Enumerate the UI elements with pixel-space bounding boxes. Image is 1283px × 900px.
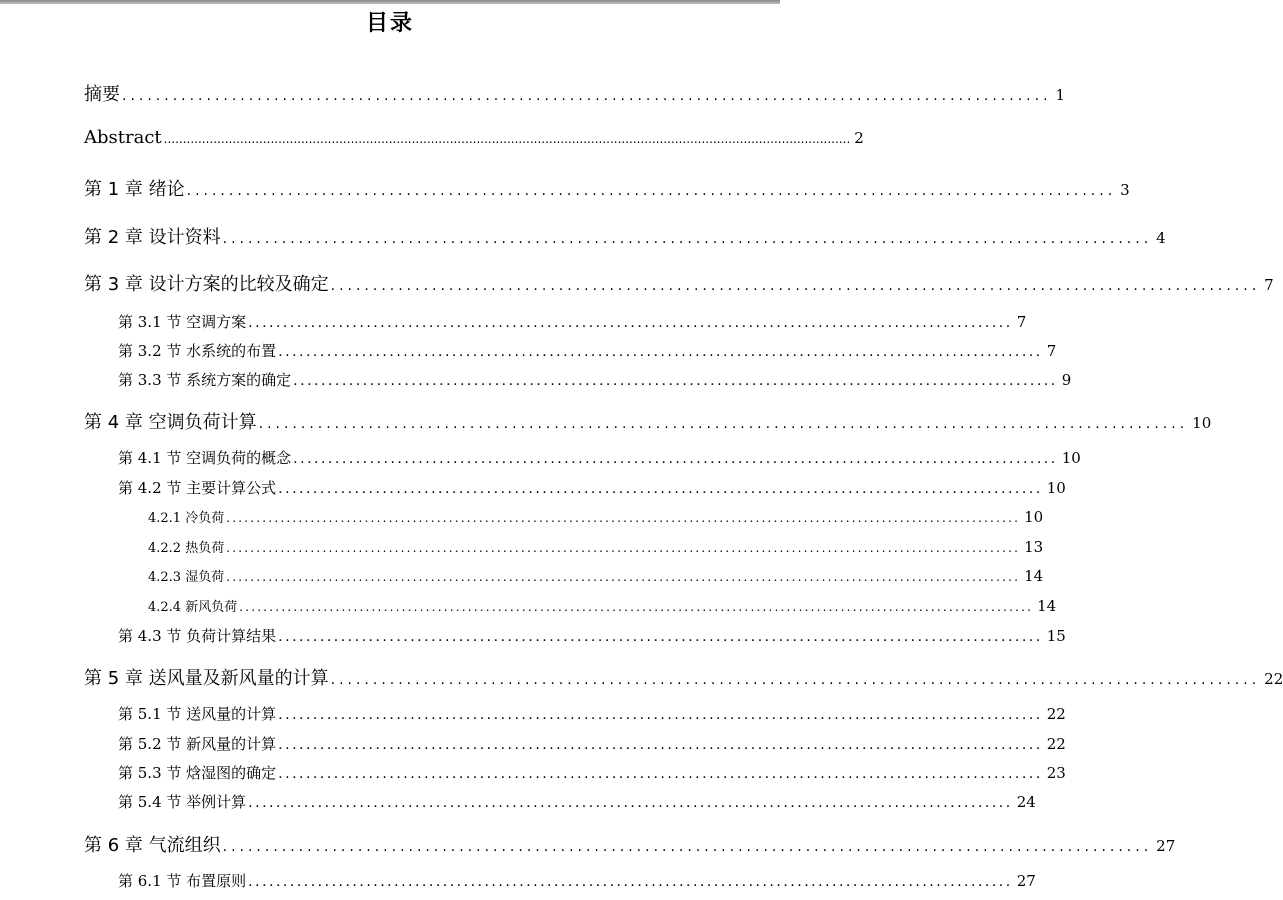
toc-entry-sub-4-2-4[interactable] [148,596,1057,615]
toc-leader-dots: .............................................................................................................. [278,629,1043,645]
toc-leader-dots: .............................................................................................................. [278,737,1043,753]
toc-entry-title: 摘要 [84,84,120,105]
toc-entry-section-5-1[interactable] [118,703,1066,724]
toc-entry-page: 22 [1046,735,1066,753]
toc-entry-title: 第 3.2 节 水系统的布置 [118,342,277,360]
toc-leader-dots: .............................................................................................................. [222,231,1153,247]
toc-leader-dots: .............................................................................................................. [278,707,1043,723]
toc-leader-dots: .............................................................................................................. [248,795,1013,811]
toc-entry-sub-4-2-1[interactable] [148,507,1044,526]
toc-leader-dots: .............................................................................................................. [278,344,1043,360]
toc-entry-title: 第 5.1 节 送风量的计算 [118,705,277,723]
toc-entry-page: 4 [1156,229,1166,247]
toc-leader-dots: .............................................................................................................. [248,315,1013,331]
toc-leader-dots: .................................................................................................................................... [226,570,1021,584]
toc-entry-title: 4.2.2 热负荷 [148,541,225,556]
toc-entry-title: 第 5.2 节 新风量的计算 [118,735,277,753]
toc-leader-dots: .............................................................................................................. [293,373,1058,389]
toc-entry-page: 1 [1055,86,1066,104]
toc-entry-page: 14 [1037,597,1057,615]
toc-entry-section-3-2[interactable] [118,340,1057,361]
toc-entry-abstract-cn[interactable] [84,80,1066,106]
toc-entry-section-3-3[interactable] [118,369,1072,390]
toc-leader-dots: .................................................................................................................................... [226,511,1021,525]
toc-entry-title: 第 5 章 送风量及新风量的计算 [84,668,329,689]
page-title: 目录 [365,11,414,36]
toc-leader-dots: .................................................................................................................................... [239,600,1034,614]
toc-entry-title: 第 1 章 绪论 [84,179,185,200]
toc-leader-dots: .............................................................................................................. [330,672,1261,688]
toc-entry-title: Abstract [84,127,162,148]
toc-entry-section-5-4[interactable] [118,791,1036,812]
toc-entry-title: 第 6.1 节 布置原则 [118,872,247,890]
toc-entry-chapter-1[interactable] [84,175,1130,201]
toc-entry-title: 第 4.1 节 空调负荷的概念 [118,449,292,467]
toc-entry-title: 第 5.4 节 举例计算 [118,793,247,811]
toc-entry-chapter-3[interactable] [84,270,1274,296]
toc-entry-page: 7 [1046,342,1057,360]
toc-leader-dots: .............................................................................................................. [258,416,1189,432]
toc-leader-dots: .............................................................................................................. [278,481,1043,497]
toc-leader-dots: .............................................................................................................. [122,88,1052,104]
toc-entry-sub-4-2-3[interactable] [148,566,1044,585]
toc-entry-chapter-6[interactable] [84,831,1176,857]
toc-entry-title: 第 3.3 节 系统方案的确定 [118,371,292,389]
toc-entry-abstract-en[interactable] [84,127,864,148]
toc-entry-title: 第 5.3 节 焓湿图的确定 [118,764,277,782]
toc-entry-page: 10 [1061,449,1081,467]
toc-entry-page: 7 [1016,313,1027,331]
toc-entry-section-4-2[interactable] [118,477,1066,498]
toc-entry-page: 10 [1024,508,1044,526]
toc-leader-dots: .............................................................................................................. [222,839,1153,855]
toc-leader-dots: .............................................................................................................. [330,278,1261,294]
toc-entry-section-4-1[interactable] [118,447,1081,468]
toc-leader-dots: .............................................................................................................. [293,451,1058,467]
toc-leader-dots: .................................................................................................................................... [226,541,1021,555]
toc-leader-dots: .............................................................................................................. [278,766,1043,782]
toc-entry-page: 23 [1046,764,1066,782]
toc-entry-page: 2 [854,129,864,147]
toc-entry-page: 14 [1024,567,1044,585]
toc-entry-title: 第 2 章 设计资料 [84,227,221,248]
toc-entry-page: 27 [1016,872,1036,890]
toc-entry-section-3-1[interactable] [118,311,1027,332]
toc-entry-page: 3 [1120,181,1130,199]
toc-entry-chapter-4[interactable] [84,408,1212,434]
toc-entry-title: 第 4.2 节 主要计算公式 [118,479,277,497]
toc-entry-title: 第 4 章 空调负荷计算 [84,412,257,433]
toc-entry-page: 7 [1264,276,1274,294]
toc-entry-chapter-5[interactable] [84,664,1283,690]
toc-entry-title: 第 6 章 气流组织 [84,835,221,856]
toc-entry-page: 9 [1061,371,1072,389]
toc-entry-title: 第 3 章 设计方案的比较及确定 [84,274,329,295]
toc-entry-page: 13 [1024,538,1044,556]
toc-entry-section-5-2[interactable] [118,733,1066,754]
toc-entry-page: 10 [1046,479,1066,497]
toc-entry-chapter-2[interactable] [84,223,1166,249]
toc-entry-page: 27 [1156,837,1176,855]
toc-entry-section-6-1[interactable] [118,870,1036,891]
toc-leader-dots: .............................................................................................................. [248,874,1013,890]
toc-entry-section-5-3[interactable] [118,762,1066,783]
toc-leader-dots: .................................................................................................................................................................................... [163,132,851,146]
toc-entry-page: 22 [1264,670,1283,688]
toc-leader-dots: .............................................................................................................. [186,183,1117,199]
toc-entry-page: 24 [1016,793,1036,811]
toc-entry-page: 10 [1192,414,1212,432]
toc-entry-title: 第 3.1 节 空调方案 [118,313,247,331]
toc-entry-title: 4.2.3 湿负荷 [148,570,225,585]
toc-entry-sub-4-2-2[interactable] [148,537,1044,556]
toc-entry-section-4-3[interactable] [118,625,1066,646]
toc-entry-page: 15 [1046,627,1066,645]
toc-entry-title: 4.2.1 冷负荷 [148,511,225,526]
toc-entry-title: 4.2.4 新风负荷 [148,600,238,615]
toc-entry-page: 22 [1046,705,1066,723]
toc-entry-title: 第 4.3 节 负荷计算结果 [118,627,277,645]
